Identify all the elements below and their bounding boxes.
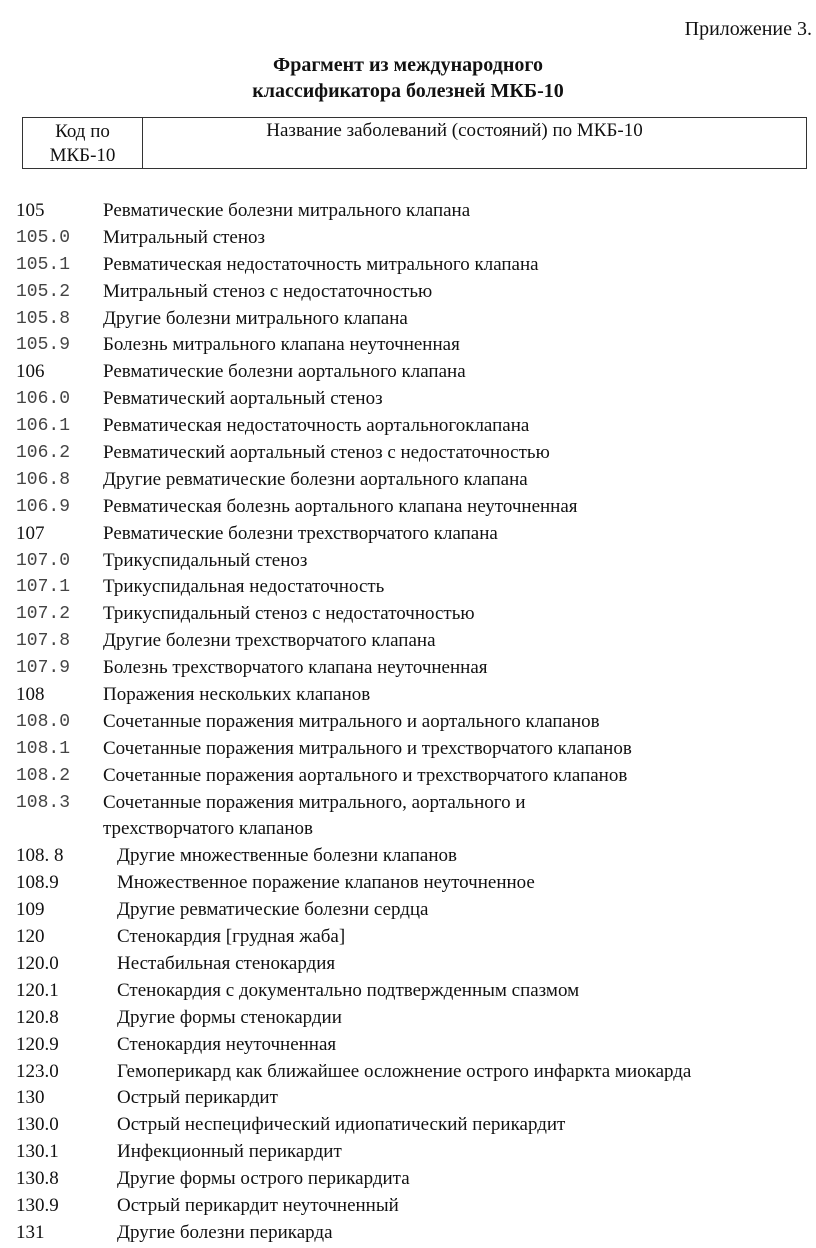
name-column-header: Название заболеваний (состояний) по МКБ-10: [266, 120, 643, 141]
list-item: [0, 1112, 816, 1139]
disease-name: Ревматический аортальный стеноз с недостаточностью: [103, 442, 550, 464]
list-item: [0, 574, 816, 601]
list-item: [0, 1166, 816, 1193]
icd-code: 107: [16, 522, 45, 544]
disease-name: Нестабильная стенокардия: [117, 952, 336, 974]
list-item: [0, 1059, 816, 1086]
title-line-1: Фрагмент из международного: [273, 54, 543, 76]
icd-code: 131: [16, 1221, 45, 1243]
disease-name: Стенокардия с документально подтвержденным спазмом: [117, 979, 580, 1001]
icd-code: 105: [16, 200, 45, 221]
icd-code: 120.1: [16, 979, 59, 1001]
icd-code: 106.9: [16, 496, 71, 517]
icd-code: 130.9: [16, 1194, 59, 1216]
disease-name: Митральный стеноз с недостаточностью: [103, 280, 433, 302]
disease-name: Митральный стеноз: [103, 226, 266, 248]
list-item: [0, 978, 816, 1005]
list-item: [0, 843, 816, 870]
list-item: [0, 1032, 816, 1059]
disease-name: Сочетанные поражения митрального и трехстворчатого клапанов: [103, 737, 632, 759]
icd-code: 108. 8: [16, 845, 64, 867]
list-item: [0, 386, 816, 413]
disease-name: Острый перикардит: [117, 1087, 278, 1109]
disease-name: Стенокардия неуточненная: [117, 1033, 337, 1055]
disease-name: Острый перикардит неуточненный: [117, 1194, 399, 1216]
disease-name: Другие ревматические болезни сердца: [117, 899, 429, 921]
list-item: [0, 736, 816, 763]
icd-code: 106.0: [16, 389, 71, 410]
list-item: [0, 521, 816, 548]
list-item: [0, 870, 816, 897]
list-item: [0, 1220, 816, 1247]
disease-name: Трикуспидальный стеноз: [103, 549, 308, 571]
icd-code: 106.8: [16, 469, 71, 490]
disease-name: Инфекционный перикардит: [117, 1141, 342, 1163]
list-item: [0, 225, 816, 252]
icd-code: 106.1: [16, 416, 71, 437]
icd-code: 108: [16, 684, 45, 706]
icd-code: 106.2: [16, 443, 71, 464]
icd-code: 105.2: [16, 281, 71, 302]
icd-code: 108.9: [16, 872, 59, 894]
list-item-continuation: [0, 816, 816, 843]
icd-code: 120: [16, 926, 45, 948]
disease-name: Другие ревматические болезни аортального клапана: [103, 468, 528, 490]
icd-code: 107.0: [16, 550, 71, 571]
icd-code: 105.8: [16, 308, 71, 329]
icd-code: 123.0: [16, 1060, 59, 1082]
code-header-line-2: МКБ-10: [49, 145, 116, 166]
list-item: [0, 467, 816, 494]
list-item: [0, 198, 816, 225]
disease-name: Другие формы острого перикардита: [117, 1168, 410, 1190]
icd-code: 107.1: [16, 577, 71, 598]
list-item: [0, 494, 816, 521]
list-item: [0, 601, 816, 628]
list-item: [0, 1139, 816, 1166]
list-item: [0, 440, 816, 467]
code-column-header: [23, 118, 143, 168]
disease-name: Ревматические болезни аортального клапана: [103, 361, 466, 383]
icd-code: 130.1: [16, 1141, 59, 1163]
icd-code: 107.8: [16, 631, 71, 652]
list-item: [0, 709, 816, 736]
list-item: [0, 655, 816, 682]
appendix-label: Приложение 3.: [684, 18, 812, 40]
list-item: [0, 413, 816, 440]
disease-name: Стенокардия [грудная жаба]: [117, 926, 346, 948]
icd-code: 107.2: [16, 604, 71, 625]
icd-code: 108.0: [16, 711, 71, 732]
icd-code: 105.1: [16, 254, 71, 275]
disease-name-continuation: трехстворчатого клапанов: [103, 818, 314, 840]
list-item: [0, 279, 816, 306]
list-item: [0, 306, 816, 333]
list-item: [0, 1005, 816, 1032]
list-item: [0, 951, 816, 978]
disease-name: Другие болезни перикарда: [117, 1221, 333, 1243]
disease-name: Трикуспидальная недостаточность: [103, 576, 385, 598]
list-item: [0, 682, 816, 709]
disease-name: Другие болезни трехстворчатого клапана: [103, 630, 436, 652]
list-item: [0, 548, 816, 575]
title-line-2: классификатора болезней МКБ-10: [252, 80, 564, 102]
disease-name: Болезнь митрального клапана неуточненная: [103, 334, 460, 356]
classification-list: [0, 198, 816, 1247]
icd-code: 120.8: [16, 1006, 59, 1028]
disease-name: Другие болезни митрального клапана: [103, 307, 408, 329]
icd-code: 105.0: [16, 227, 71, 248]
disease-name: Ревматическая недостаточность митрального клапана: [103, 253, 539, 275]
disease-name: Ревматический аортальный стеноз: [103, 388, 383, 410]
icd-code: 108.1: [16, 738, 71, 759]
list-item: [0, 252, 816, 279]
disease-name: Ревматические болезни митрального клапана: [103, 200, 471, 221]
disease-name: Сочетанные поражения аортального и трехстворчатого клапанов: [103, 764, 628, 786]
list-item: [0, 1193, 816, 1220]
disease-name: Поражения нескольких клапанов: [103, 684, 371, 706]
list-item: [0, 359, 816, 386]
disease-name: Ревматические болезни трехстворчатого клапана: [103, 522, 498, 544]
list-item: [0, 628, 816, 655]
disease-name: Гемоперикард как ближайшее осложнение острого инфаркта миокарда: [117, 1060, 692, 1082]
disease-name: Сочетанные поражения митрального и аортального клапанов: [103, 710, 600, 732]
disease-name: Трикуспидальный стеноз с недостаточностью: [103, 603, 475, 625]
icd-code: 130: [16, 1087, 45, 1109]
list-item: [0, 763, 816, 790]
code-header-line-1: Код по: [55, 121, 110, 142]
icd-code: 120.9: [16, 1033, 59, 1055]
list-item: [0, 897, 816, 924]
icd-code: 105.9: [16, 335, 71, 356]
icd-code: 109: [16, 899, 45, 921]
list-item: [0, 1085, 816, 1112]
disease-name: Множественное поражение клапанов неуточненное: [117, 872, 535, 894]
disease-name: Острый неспецифический идиопатический перикардит: [117, 1114, 566, 1136]
list-item: [0, 924, 816, 951]
icd-code: 108.2: [16, 765, 71, 786]
icd-code: 130.0: [16, 1114, 59, 1136]
disease-name: Ревматическая болезнь аортального клапана неуточненная: [103, 495, 578, 517]
icd-code: 106: [16, 361, 45, 383]
disease-name: Сочетанные поражения митрального, аортального и: [103, 791, 526, 813]
page-title: [0, 52, 816, 104]
disease-name: Другие множественные болезни клапанов: [117, 845, 457, 867]
icd-code: 108.3: [16, 792, 71, 813]
table-header: [22, 117, 807, 169]
disease-name: Другие формы стенокардии: [117, 1006, 342, 1028]
list-item: [0, 332, 816, 359]
icd-code: 130.8: [16, 1168, 59, 1190]
disease-name: Ревматическая недостаточность аортальногоклапана: [103, 415, 530, 437]
list-item: [0, 790, 816, 817]
icd-code: 120.0: [16, 952, 59, 974]
disease-name: Болезнь трехстворчатого клапана неуточненная: [103, 657, 488, 679]
icd-code: 107.9: [16, 658, 71, 679]
